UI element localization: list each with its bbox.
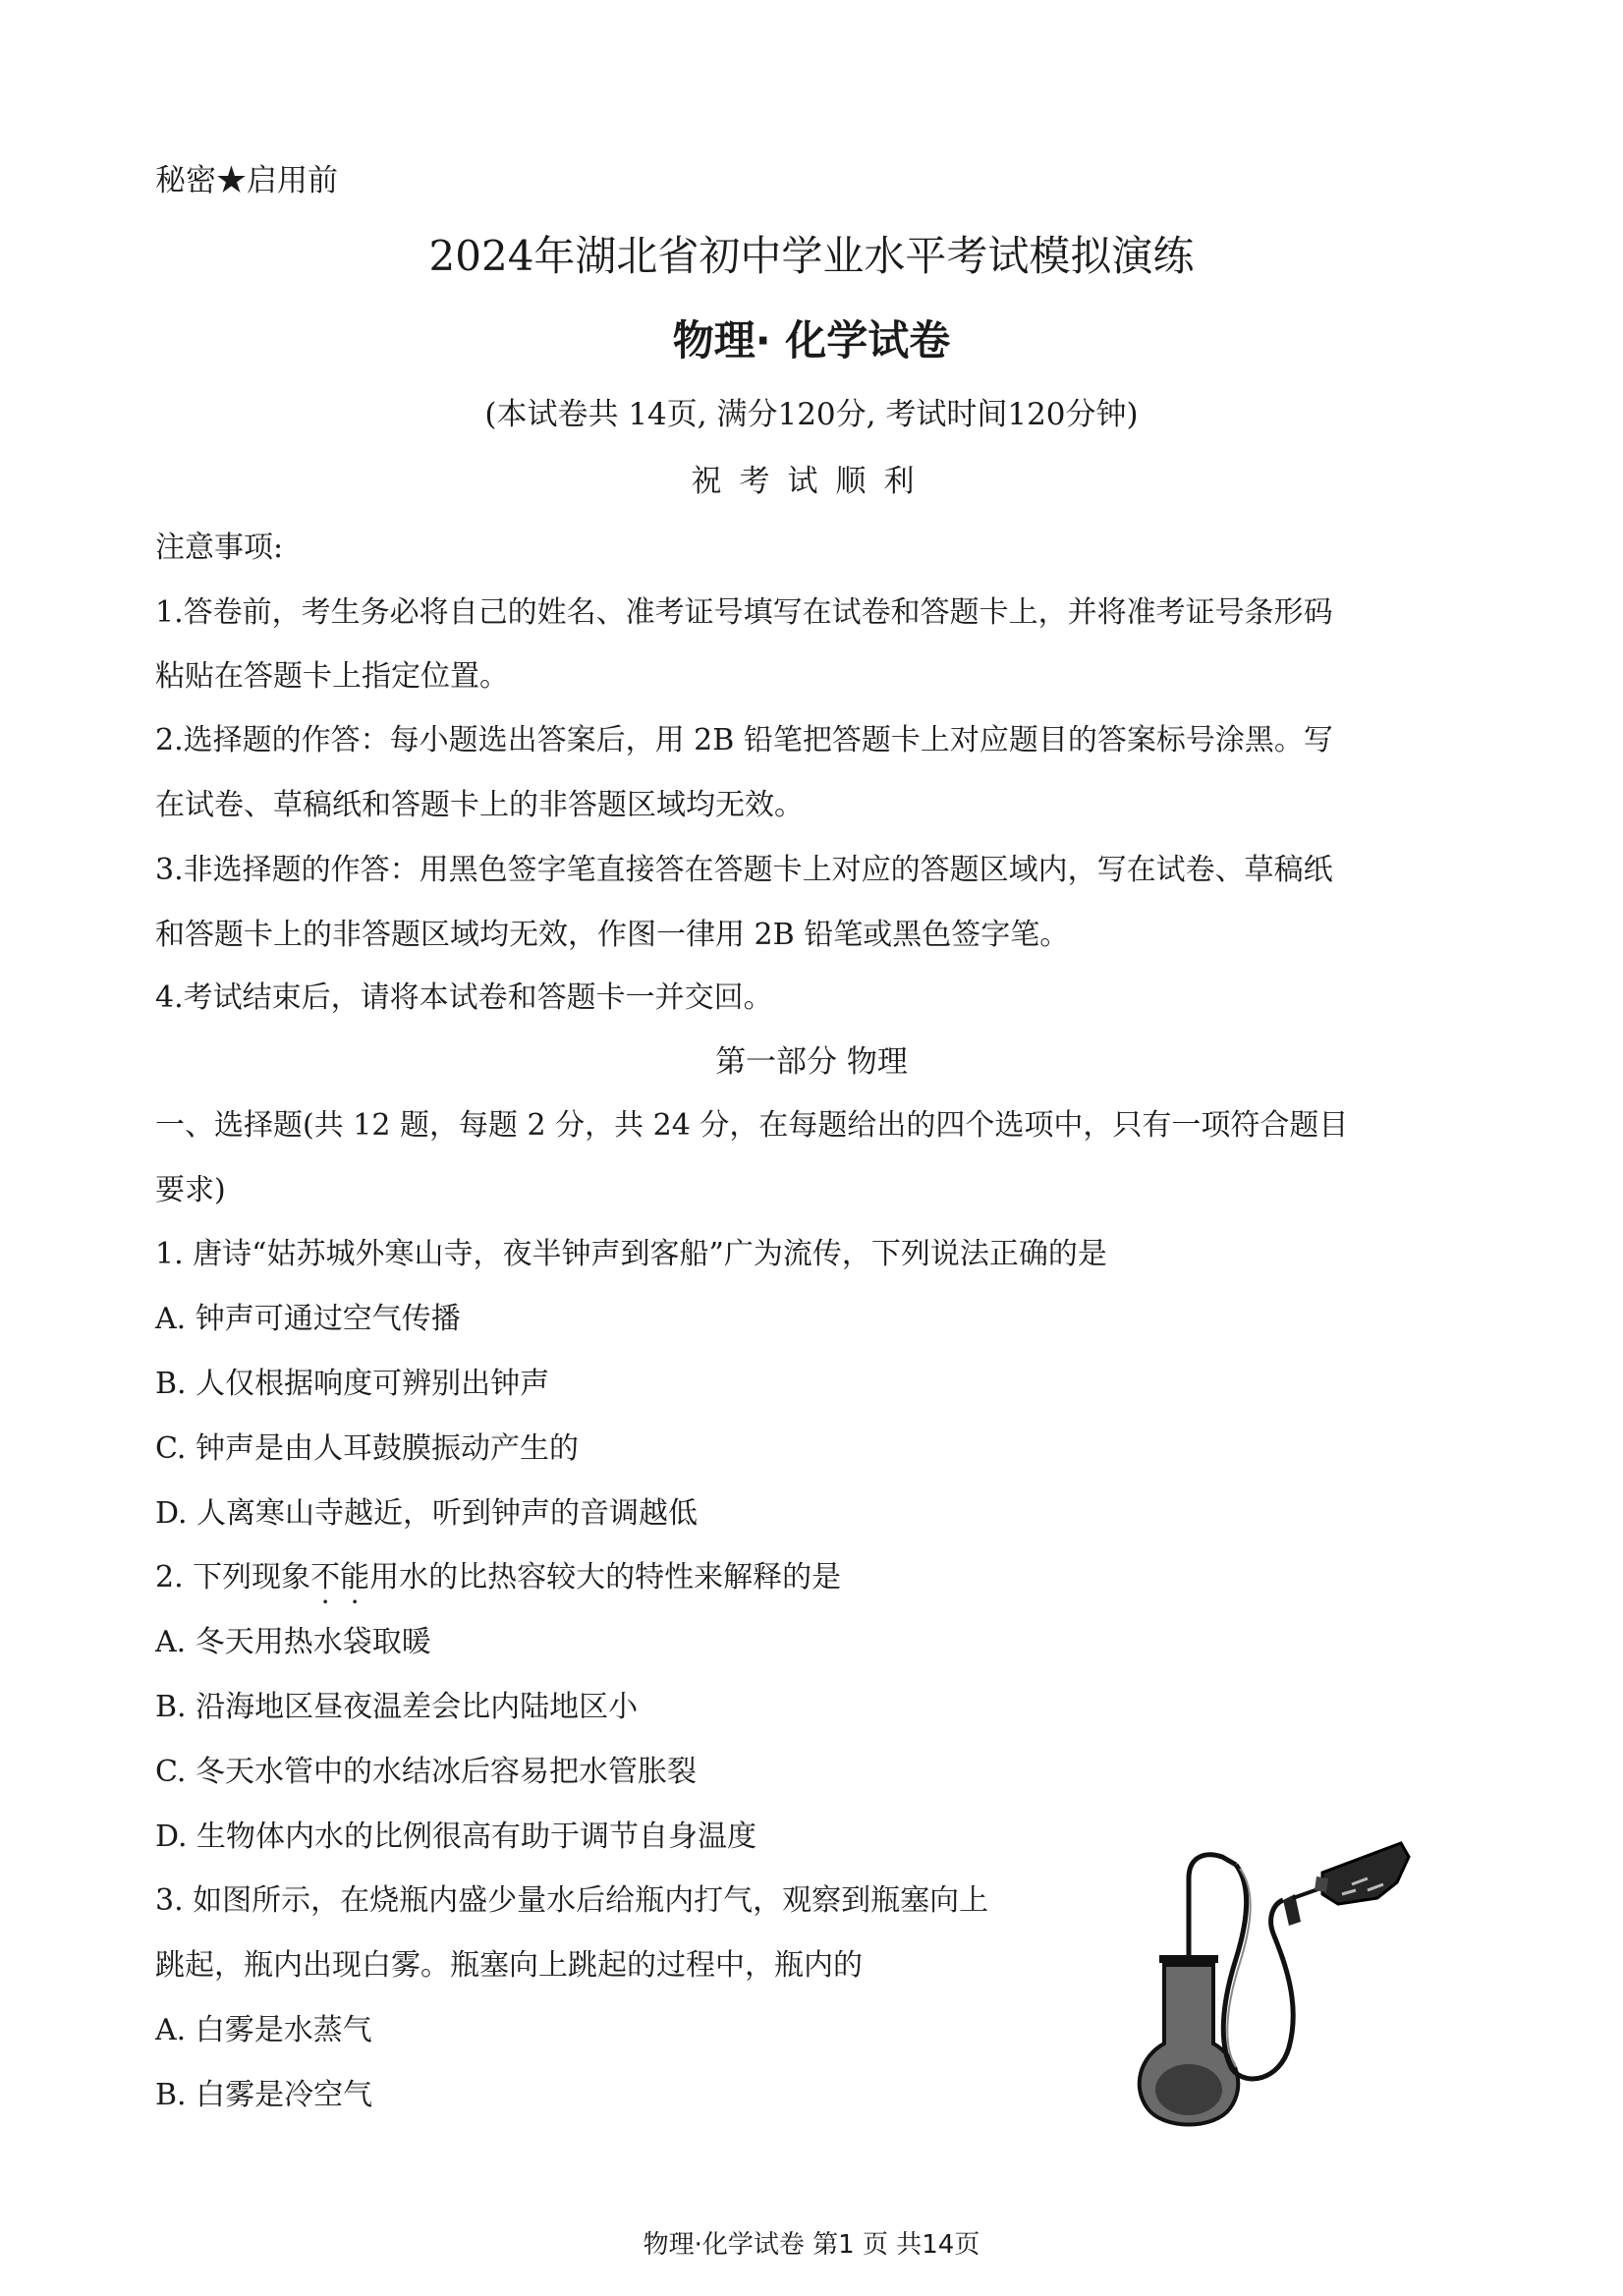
question-2-stem (155, 1552, 841, 1596)
pump-hand-icon (1322, 1843, 1409, 1904)
notes-line: 1.答卷前，考生务必将自己的姓名、准考证号填写在试卷和答题卡上，并将准考证号条形码 (155, 595, 1333, 630)
exam-title: 2024年湖北省初中学业水平考试模拟演练 (428, 232, 1195, 280)
question-1-option-b: B. 人仅根据响度可辨别出钟声 (155, 1367, 550, 1401)
notes-line: 4.考试结束后，请将本试卷和答题卡一并交回。 (155, 980, 773, 1015)
flask-pump-figure (1120, 1839, 1415, 2134)
question-1-stem: 1. 唐诗“姑苏城外寒山寺，夜半钟声到客船”广为流传，下列说法正确的是 (155, 1237, 1107, 1271)
exam-subtitle: 物理· 化学试卷 (672, 316, 951, 364)
section-title: 第一部分 物理 (715, 1044, 908, 1080)
question-2-stem-pre: 2. 下列现象 (155, 1560, 311, 1595)
exam-info: (本试卷共 14页, 满分120分, 考试时间120分钟) (484, 397, 1139, 432)
question-1-option-d: D. 人离寒山寺越近，听到钟声的音调越低 (155, 1496, 699, 1531)
emphasis-char: 不 (310, 1560, 341, 1595)
question-2-option-b: B. 沿海地区昼夜温差会比内陆地区小 (155, 1690, 639, 1724)
question-1-option-a: A. 钟声可通过空气传播 (155, 1302, 461, 1336)
question-3-stem: 跳起，瓶内出现白雾。瓶塞向上跳起的过程中，瓶内的 (155, 1948, 863, 1983)
good-luck-text: 祝考试顺利 (691, 464, 932, 499)
notes-line: 2.选择题的作答：每小题选出答案后，用 2B 铅笔把答题卡上对应题目的答案标号涂黑。写 (155, 723, 1333, 757)
tube-icon (1189, 1855, 1236, 1957)
notes-line: 3.非选择题的作答：用黑色签字笔直接答在答题卡上对应的答题区域内，写在试卷、草稿纸 (155, 853, 1333, 887)
question-3-stem: 3. 如图所示，在烧瓶内盛少量水后给瓶内打气，观察到瓶塞向上 (155, 1883, 989, 1918)
notes-line: 和答题卡上的非答题区域均无效，作图一律用 2B 铅笔或黑色签字笔。 (155, 918, 1070, 952)
question-2-option-a: A. 冬天用热水袋取暖 (155, 1625, 431, 1659)
page-footer: 物理·化学试卷 第1 页 共14页 (643, 2230, 980, 2260)
part-instructions: 要求) (155, 1173, 226, 1207)
notes-line: 在试卷、草稿纸和答题卡上的非答题区域均无效。 (155, 788, 804, 822)
question-3-option-a: A. 白雾是水蒸气 (155, 2013, 372, 2047)
notes-heading: 注意事项: (155, 531, 284, 565)
question-2-option-d: D. 生物体内水的比例很高有助于调节自身温度 (155, 1820, 757, 1854)
question-1-option-c: C. 钟声是由人耳鼓膜振动产生的 (155, 1431, 579, 1466)
notes-line: 粘贴在答题卡上指定位置。 (155, 659, 509, 694)
question-2-option-c: C. 冬天水管中的水结冰后容易把水管胀裂 (155, 1755, 697, 1789)
question-3-option-b: B. 白雾是冷空气 (155, 2078, 373, 2112)
secret-label: 秘密★启用前 (155, 163, 338, 198)
emphasis-char: 能 (340, 1560, 370, 1595)
part-instructions: 一、选择题(共 12 题，每题 2 分，共 24 分，在每题给出的四个选项中，只有一项符合题目 (155, 1108, 1349, 1143)
question-2-stem-post: 用水的比热容较大的特性来解释的是 (369, 1560, 842, 1595)
